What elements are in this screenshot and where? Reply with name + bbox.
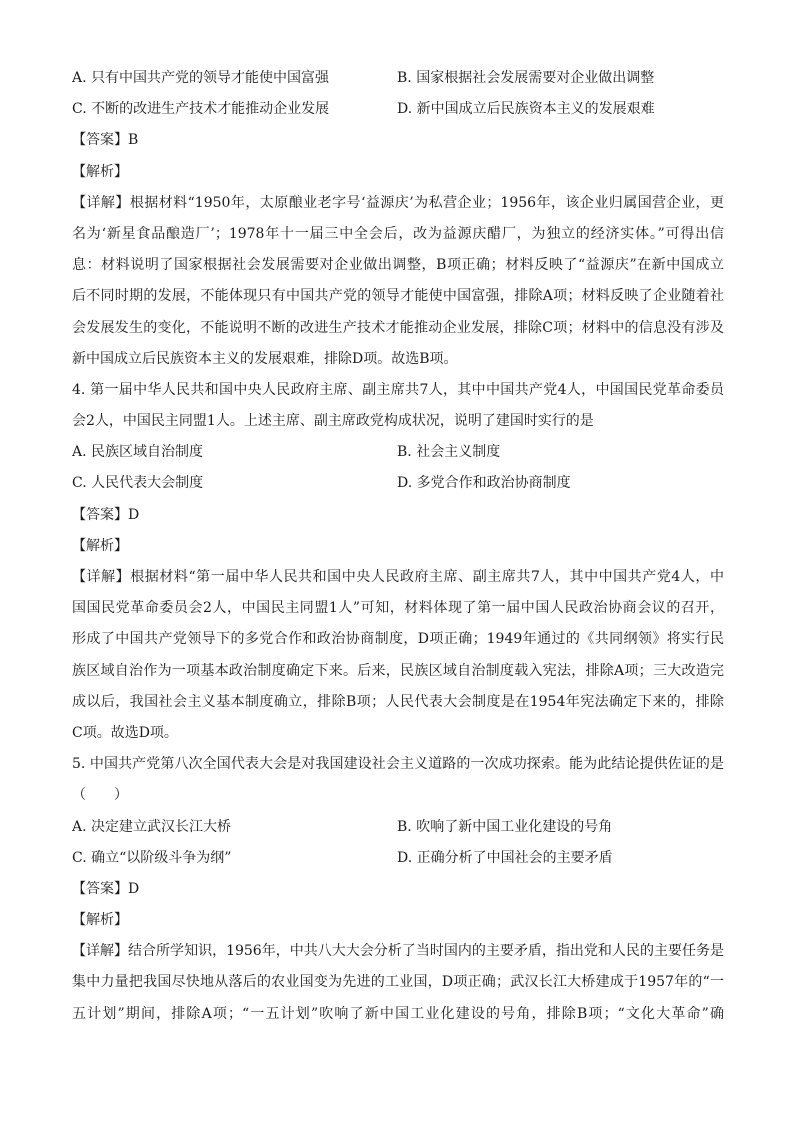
q4-detail-line: 【详解】根据材料“第一届中华人民共和国中央人民政府主席、副主席共7人，其中中国共产党4人，中 [72, 569, 724, 585]
q4-detail-line: 形成了中国共产党领导下的多党合作和政治协商制度，D项正确；1949年通过的《共同纲领》将实行民 [72, 631, 724, 648]
q5-detail-line: 【详解】结合所学知识，1956年，中共八大大会分析了当时国内的主要矛盾，指出党和人民的主要任务是 [72, 943, 724, 960]
q3-option-a: A. 只有中国共产党的领导才能使中国富强 [72, 70, 330, 86]
q5-detail-line: 五计划”期间，排除A项；“一五计划”吹响了新中国工业化建设的号角，排除B项；“文化大革命”确 [72, 1005, 724, 1022]
q4-stem-line: 会2人，中国民主同盟1人。上述主席、副主席政党构成状况，说明了建国时实行的是 [72, 413, 594, 430]
q5-options-row-1 [72, 812, 724, 843]
q3-option-c: C. 不断的改进生产技术才能推动企业发展 [72, 101, 330, 118]
q3-options-row-2 [72, 94, 724, 125]
q5-answer: 【答案】D [72, 880, 140, 897]
q5-option-a: A. 决定建立武汉长江大桥 [72, 818, 232, 835]
q4-answer: 【答案】D [72, 506, 140, 523]
q3-detail-line: 新中国成立后民族资本主义的发展艰难，排除D项。故选B项。 [72, 350, 458, 367]
q3-option-b: B. 国家根据社会发展需要对企业做出调整 [397, 70, 655, 86]
q4-analysis-label: 【解析】 [72, 537, 128, 554]
q5-options-row-2 [72, 843, 724, 874]
q5-stem-line: 5. 中国共产党第八次全国代表大会是对我国建设社会主义道路的一次成功探索。能为此结论提供佐证的是 [72, 756, 724, 773]
q4-detail-line: 国国民党革命委员会2人，中国民主同盟1人”可知，材料体现了第一届中国人民政治协商会议的召开， [72, 600, 724, 617]
q3-detail-line: 息：材料说明了国家根据社会发展需要对企业做出调整，B项正确；材料反映了“益源庆”在新中国成立 [72, 257, 724, 274]
document-content [72, 63, 724, 1030]
q4-option-b: B. 社会主义制度 [397, 444, 501, 461]
q3-analysis-label: 【解析】 [72, 163, 128, 180]
q4-option-d: D. 多党合作和政治协商制度 [397, 475, 571, 492]
q5-analysis-label: 【解析】 [72, 912, 128, 929]
q5-detail-line: 集中力量把我国尽快地从落后的农业国变为先进的工业国，D项正确；武汉长江大桥建成于1957年的“一 [72, 974, 724, 991]
q5-option-b: B. 吹响了新中国工业化建设的号角 [397, 818, 613, 835]
q4-option-a: A. 民族区域自治制度 [72, 444, 204, 461]
q3-option-d: D. 新中国成立后民族资本主义的发展艰难 [397, 101, 655, 118]
q3-answer: 【答案】B [72, 132, 139, 149]
q3-detail-line: 名为‘新星食品酿造厂’；1978年十一届三中全会后，改为益源庆醋厂，为独立的经济实体。”可得出信 [72, 225, 724, 242]
q5-option-c: C. 确立“以阶级斗争为纲” [72, 849, 232, 866]
q3-detail-line: 后不同时期的发展，不能体现只有中国共产党的领导才能使中国富强，排除A项；材料反映了企业随着社 [72, 288, 724, 305]
q4-option-c: C. 人民代表大会制度 [72, 475, 204, 492]
q3-options-row-1 [72, 63, 724, 94]
q5-option-d: D. 正确分析了中国社会的主要矛盾 [397, 849, 613, 866]
q4-detail-line: 成以后，我国社会主义基本制度确立，排除B项；人民代表大会制度是在1954年宪法确定下来的，排除 [72, 693, 724, 710]
q3-detail-line: 会发展发生的变化，不能说明不断的改进生产技术才能推动企业发展，排除C项；材料中的信息没有涉及 [72, 319, 724, 336]
q4-stem-line: 4. 第一届中华人民共和国中央人民政府主席、副主席共7人，其中中国共产党4人，中国国民党革命委员 [72, 381, 724, 398]
q4-detail-line: 族区域自治作为一项基本政治制度确定下来。后来，民族区域自治制度载入宪法，排除A项；三大改造完 [72, 662, 724, 679]
q3-detail-line: 【详解】根据材料“1950年，太原酿业老字号‘益源庆’为私营企业；1956年，该企业归属国营企业，更 [72, 194, 724, 211]
q4-detail-line: C项。故选D项。 [72, 724, 178, 741]
q5-stem-blank: （ ） [72, 787, 128, 804]
q4-options-row-2 [72, 468, 724, 499]
q4-options-row-1 [72, 437, 724, 468]
